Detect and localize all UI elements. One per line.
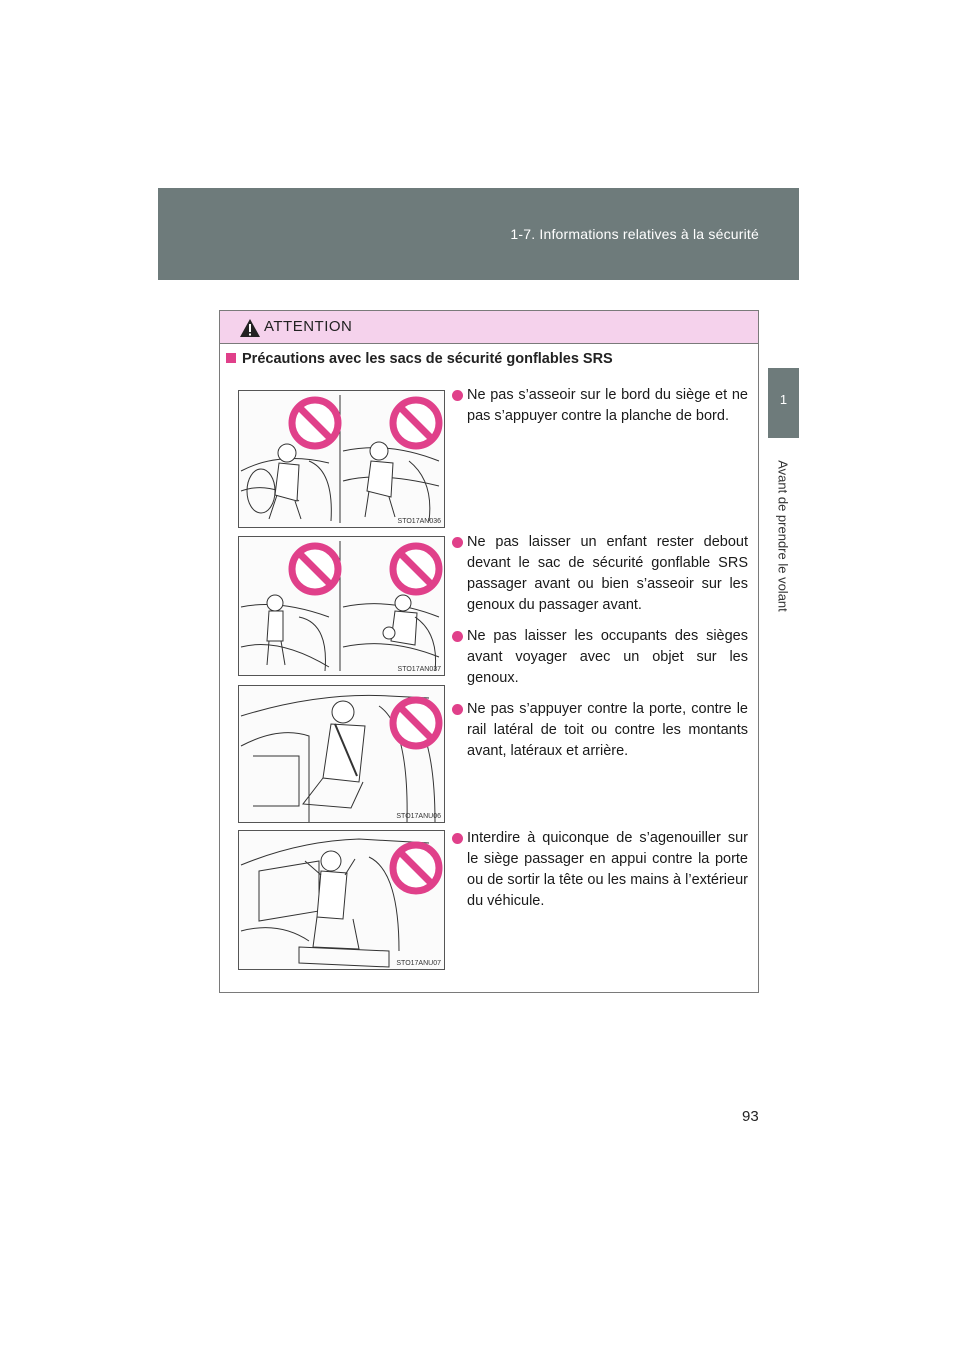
chapter-tab[interactable]	[768, 368, 799, 438]
bullet-item	[452, 626, 748, 689]
section-square-icon	[226, 353, 236, 363]
chapter-label: Avant de prendre le volant	[775, 460, 791, 612]
bullet-item	[452, 385, 748, 427]
header-title: 1-7. Informations relatives à la sécurité	[510, 226, 759, 242]
header-band	[158, 188, 799, 280]
bullet-text: Ne pas s’asseoir sur le bord du siège et ne pas s’appuyer contre la planche de bord.	[467, 387, 748, 424]
bullet-text: Ne pas laisser les occupants des sièges avant voyager avec un objet sur les genoux.	[467, 628, 748, 686]
section-title-text: Précautions avec les sacs de sécurité gonflables SRS	[242, 351, 613, 367]
warning-title: ATTENTION	[264, 318, 353, 335]
bullet-text: Ne pas laisser un enfant rester debout devant le sac de sécurité gonflable SRS passager avant ou bien s’asseoir sur les genoux du passager avant.	[467, 534, 748, 613]
bullet-item	[452, 532, 748, 616]
bullet-group-3	[452, 828, 748, 922]
bullet-text: Interdire à quiconque de s’agenouiller sur le siège passager en appui contre la porte ou de sortir la tête ou les mains à l’extérieur du véhicule.	[467, 830, 748, 909]
figure-caption: STO17ANU06	[396, 813, 441, 820]
figure-caption: STO17AN036	[397, 518, 441, 525]
figure-no-kneeling-seat	[238, 830, 445, 970]
bullet-group-1	[452, 385, 748, 437]
bullet-item	[452, 699, 748, 762]
bullet-dot-icon	[452, 631, 463, 642]
bullet-dot-icon	[452, 537, 463, 548]
bullet-dot-icon	[452, 704, 463, 715]
bullet-text: Ne pas s’appuyer contre la porte, contre le rail latéral de toit ou contre les montants avant, latéraux et arrière.	[467, 701, 748, 759]
figure-caption: STO17ANU07	[396, 960, 441, 967]
bullet-group-2	[452, 532, 748, 772]
bullet-item	[452, 828, 748, 912]
warning-header	[220, 311, 758, 344]
bullet-dot-icon	[452, 390, 463, 401]
warning-box	[219, 310, 759, 993]
figure-no-child-standing	[238, 536, 445, 676]
figure-no-sitting-edge	[238, 390, 445, 528]
page-number: 93	[742, 1108, 759, 1125]
bullet-dot-icon	[452, 833, 463, 844]
chapter-number: 1	[779, 392, 788, 407]
section-title	[226, 351, 613, 367]
figure-no-leaning-door	[238, 685, 445, 823]
warning-triangle-icon	[239, 318, 261, 338]
figure-caption: STO17AN037	[397, 666, 441, 673]
